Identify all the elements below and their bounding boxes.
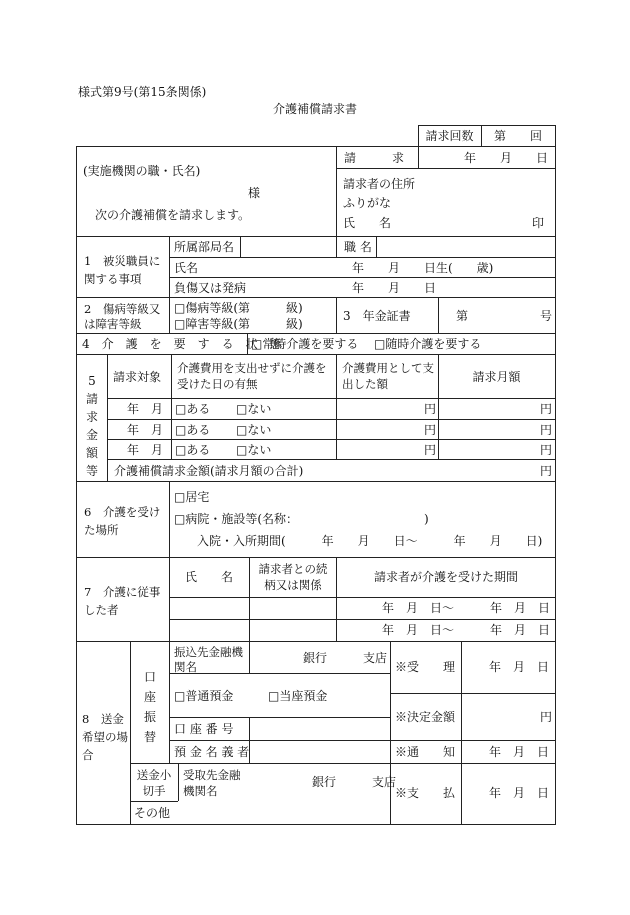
form-title: 介護補償請求書 [272, 102, 357, 116]
expense-yen: 円 [424, 402, 437, 416]
total-yen: 円 [540, 464, 553, 478]
account-transfer-label: 口座振替 [143, 670, 156, 744]
col-expense-amount: 介護費用として支出した額 [342, 361, 434, 391]
stay-period: 入院・入所期間( 年 月 日～ 年 月 日) [197, 534, 543, 548]
care-period-row: 年 月 日～ 年 月 日 [381, 601, 550, 615]
received-label: ※受 理 [395, 660, 456, 674]
expense-yen: 円 [424, 423, 437, 437]
dept-label: 所属部局名 [174, 240, 235, 254]
claim-count-label: 請求回数 [425, 129, 474, 143]
payment-date: 年 月 日 [488, 786, 549, 800]
aru-option[interactable]: □ある [175, 443, 211, 457]
occasional-care-option[interactable]: □随時介護を要する [374, 337, 482, 351]
care-period-row: 年 月 日～ 年 月 日 [381, 623, 550, 637]
disability-grade-option[interactable]: □障害等級(第 級) [174, 317, 303, 331]
payment-label: ※支 払 [395, 786, 456, 800]
col-caregiver-name: 氏 名 [184, 570, 233, 584]
section1-title: 1 被災職員に関する事項 [84, 254, 161, 286]
monthly-yen: 円 [540, 443, 553, 457]
account-number-label: 口 座 番 号 [174, 722, 234, 736]
account-holder-label: 預 金 名 義 者 [174, 745, 250, 759]
other-label: その他 [134, 806, 171, 820]
decided-amount-yen: 円 [540, 710, 553, 724]
ordinary-deposit-option[interactable]: □普通預金 [174, 689, 234, 703]
aru-option[interactable]: □ある [175, 402, 211, 416]
section8-title: 8 送金希望の場合 [82, 712, 128, 762]
notice-label: ※通 知 [395, 745, 456, 759]
section5-title: 5請求金額等 [85, 374, 98, 478]
section2-title: 2 傷病等級又は障害等級 [84, 302, 161, 331]
claim-label: 請 求 [344, 151, 405, 165]
care-state-label: 4 介 護 を 要 す る 状 態 [82, 337, 282, 351]
col-care-period: 請求者が介護を受けた期間 [373, 570, 518, 584]
seal-mark: 印 [532, 216, 545, 230]
row-month: 年 月 [127, 423, 164, 437]
decided-amount-label: ※決定金額 [395, 710, 456, 724]
injury-label: 負傷又は発病 [174, 281, 247, 295]
claimant-name-label: 氏 名 [343, 216, 392, 230]
monthly-yen: 円 [540, 402, 553, 416]
transfer-bank-value: 銀行 支店 [303, 651, 388, 665]
position-label: 職 名 [344, 240, 372, 254]
address-label: 請求者の住所 [343, 177, 416, 191]
request-text: 次の介護補償を請求します。 [95, 208, 251, 222]
institution-label: (実施機関の職・氏名) [83, 164, 201, 178]
injury-grade-option[interactable]: □傷病等級(第 級) [174, 301, 303, 315]
pension-certificate-number: 第 号 [456, 309, 553, 323]
birth-date: 年 月 日生( 歳) [352, 261, 494, 275]
row-month: 年 月 [127, 402, 164, 416]
row-month: 年 月 [127, 443, 164, 457]
col-relationship: 請求者との続柄又は関係 [258, 562, 328, 592]
nai-option[interactable]: □ない [236, 402, 272, 416]
section7-title: 7 介護に従事した者 [84, 585, 161, 617]
facility-option[interactable]: □病院・施設等(名称： ) [174, 512, 429, 526]
recv-bank-value: 銀行 支店 [312, 775, 397, 789]
aru-option[interactable]: □ある [175, 423, 211, 437]
total-claim-label: 介護補償請求金額(請求月額の合計) [114, 464, 304, 478]
claim-count-value: 第 回 [493, 129, 542, 143]
pension-certificate-label: 3 年金証書 [343, 309, 411, 323]
home-option[interactable]: □居宅 [174, 490, 210, 504]
money-order-label: 送金小切手 [136, 768, 172, 798]
claim-date[interactable]: 年 月 日 [463, 151, 548, 165]
injury-date: 年 月 日 [352, 281, 437, 295]
transfer-bank-label: 振込先金融機関名 [174, 645, 243, 674]
col-claim-target: 請求対象 [113, 370, 162, 384]
recv-bank-label: 受取先金融機関名 [183, 768, 241, 798]
constant-care-option[interactable]: □常時介護を要する [251, 337, 359, 351]
current-deposit-option[interactable]: □当座預金 [268, 689, 328, 703]
section6-title: 6 介護を受けた場所 [84, 505, 161, 537]
notice-date: 年 月 日 [488, 745, 549, 759]
expense-yen: 円 [424, 443, 437, 457]
nai-option[interactable]: □ない [236, 443, 272, 457]
nai-option[interactable]: □ない [236, 423, 272, 437]
col-no-expense-days: 介護費用を支出せずに介護を受けた日の有無 [177, 361, 327, 391]
col-monthly-claim: 請求月額 [472, 370, 521, 384]
monthly-yen: 円 [540, 423, 553, 437]
sama-label: 様 [248, 186, 261, 200]
form-number: 様式第9号(第15条関係) [78, 85, 207, 99]
received-date: 年 月 日 [488, 660, 549, 674]
furigana-label: ふりがな [343, 196, 392, 210]
employee-name-label: 氏名 [174, 261, 199, 275]
